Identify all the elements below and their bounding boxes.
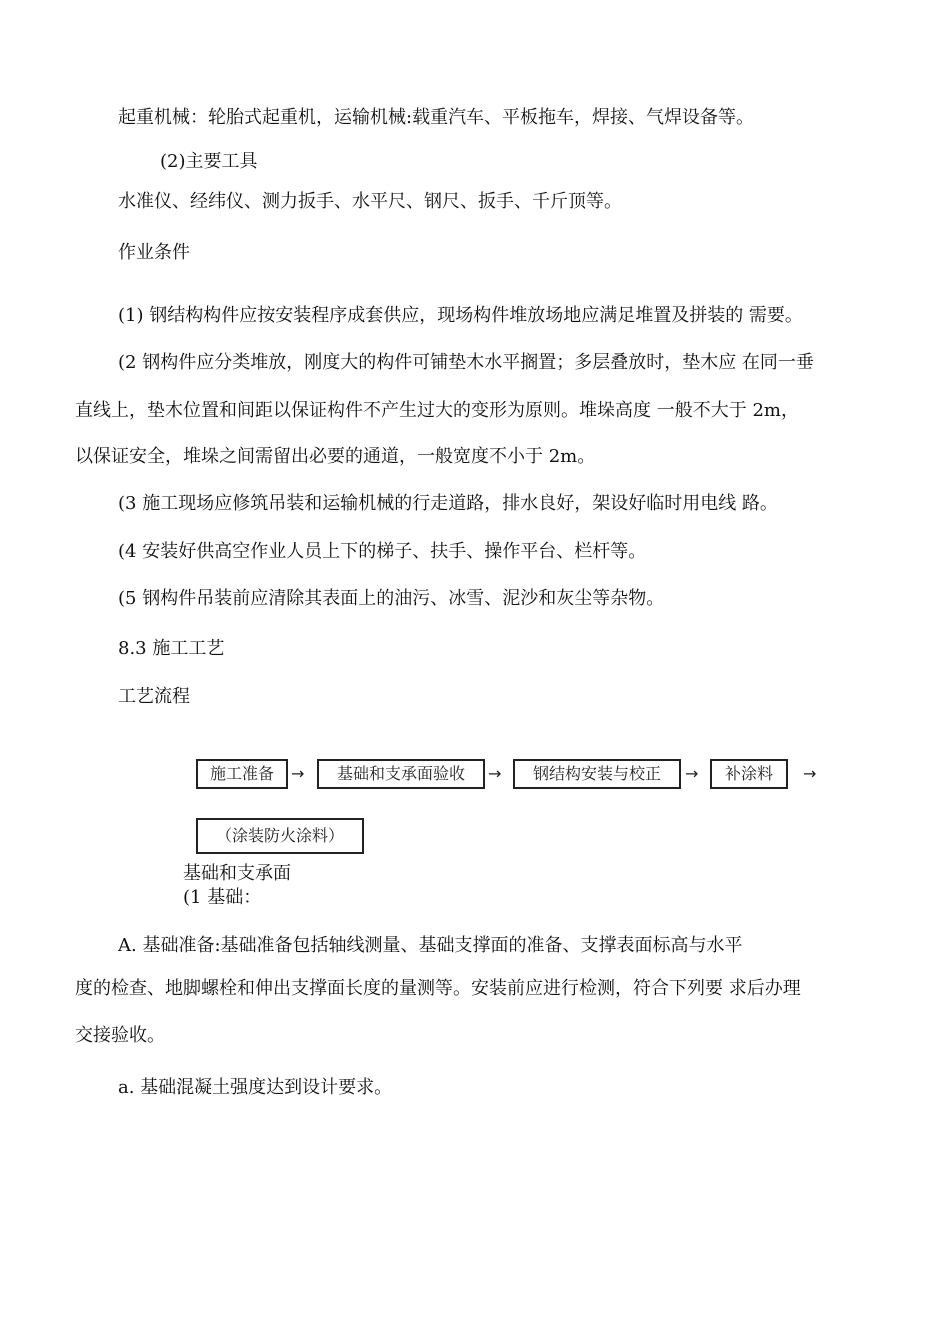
condition-item-5: (5 钢构件吊装前应清除其表面上的油污、冰雪、泥沙和灰尘等杂物。: [118, 588, 665, 609]
condition-item-2-line-3: 以保证安全，堆垛之间需留出必要的通道，一般宽度不小于 2m。: [75, 446, 596, 467]
condition-item-2-line-1: (2 钢构件应分类堆放，刚度大的构件可铺垫木水平搁置；多层叠放时，垫木应 在同一垂: [118, 352, 814, 373]
flow-step-foundation-acceptance: 基础和支承面验收: [317, 759, 485, 789]
paragraph-foundation-prep-line-3: 交接验收。: [75, 1025, 165, 1046]
condition-item-3: (3 施工现场应修筑吊装和运输机械的行走道路，排水良好，架设好临时用电线 路。: [118, 493, 778, 514]
heading-work-conditions: 作业条件: [118, 242, 190, 263]
flow-step-steel-installation: 钢结构安装与校正: [513, 759, 681, 789]
flow-step-fireproof-coating: （涂装防火涂料）: [196, 818, 364, 854]
heading-process-flow: 工艺流程: [118, 686, 190, 707]
heading-main-tools: (2)主要工具: [160, 151, 258, 172]
paragraph-tools-list: 水准仪、经纬仪、测力扳手、水平尺、钢尺、扳手、千斤顶等。: [118, 191, 622, 212]
condition-item-2-line-2: 直线上，垫木位置和间距以保证构件不产生过大的变形为原则。堆垛高度 一般不大于 2m，: [75, 400, 799, 421]
flow-arrow-1: →: [291, 764, 305, 783]
paragraph-foundation-prep-line-1: A. 基础准备:基础准备包括轴线测量、基础支撑面的准备、支撑表面标高与水平: [118, 935, 743, 956]
condition-item-4: (4 安装好供高空作业人员上下的梯子、扶手、操作平台、栏杆等。: [118, 541, 647, 562]
condition-item-1: (1) 钢结构构件应按安装程序成套供应，现场构件堆放场地应满足堆置及拼装的 需要。: [118, 305, 803, 326]
list-item-a: a. 基础混凝土强度达到设计要求。: [118, 1077, 393, 1098]
subheading-foundation: (1 基础：: [183, 887, 262, 908]
flow-arrow-2: →: [488, 764, 502, 783]
paragraph-foundation-prep-line-2: 度的检查、地脚螺栓和伸出支撑面长度的量测等。安装前应进行检测，符合下列要 求后办理: [75, 978, 801, 999]
flow-arrow-4: →: [803, 764, 817, 783]
flow-step-touch-up-paint: 补涂料: [710, 759, 788, 789]
subheading-foundation-support: 基础和支承面: [183, 863, 291, 884]
flow-step-preparation: 施工准备: [196, 759, 288, 789]
paragraph-lifting-machinery: 起重机械：轮胎式起重机，运输机械:载重汽车、平板拖车，焊接、气焊设备等。: [118, 107, 755, 128]
section-heading-8-3: 8.3 施工工艺: [118, 638, 225, 659]
flow-arrow-3: →: [685, 764, 699, 783]
